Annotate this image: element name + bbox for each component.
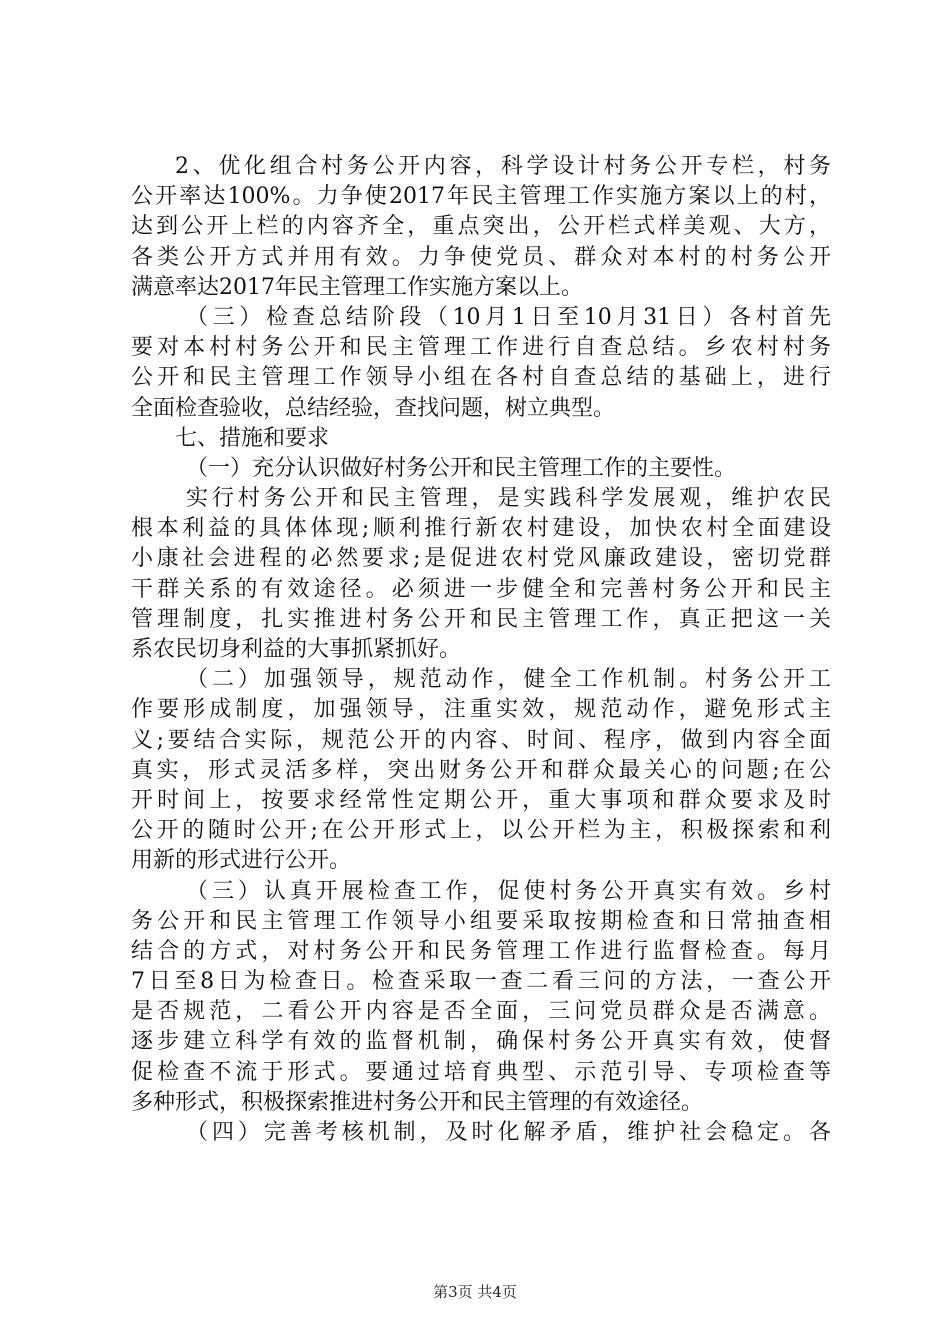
text-line: （一）充分认识做好村务公开和民主管理工作的主要性。 xyxy=(186,455,737,481)
text-line: 多种形式，积极探索推进村务公开和民主管理的有效途径。 xyxy=(131,1089,704,1115)
text-line: 各类公开方式并用有效。力争使党员、群众对本村的村务公开 xyxy=(131,244,831,270)
text-line: 根本利益的具体体现;顺利推行新农村建设，加快农村全面建设 xyxy=(131,516,831,542)
page-footer: 第3页 共4页 xyxy=(433,1283,517,1301)
text-line: 满意率达2017年民主管理工作实施方案以上。 xyxy=(131,274,583,300)
text-line: 结合的方式，对村务公开和民务管理工作进行监督检查。每月 xyxy=(131,938,831,964)
text-line: （三）检查总结阶段（10月1日至10月31日）各村首先 xyxy=(186,304,831,330)
text-line: 开时间上，按要求经常性定期公开，重大事项和群众要求及时 xyxy=(131,787,831,813)
text-line: 2、优化组合村务公开内容，科学设计村务公开专栏，村务 xyxy=(175,154,831,179)
text-line: 干群关系的有效途径。必须进一步健全和完善村务公开和民主 xyxy=(131,576,831,602)
text-line: 管理制度，扎实推进村务公开和民主管理工作，真正把这一关 xyxy=(131,606,831,632)
text-line: 逐步建立科学有效的监督机制，确保村务公开真实有效，使督 xyxy=(131,1029,831,1055)
document-body xyxy=(131,152,831,1148)
text-line: 要对本村村务公开和民主管理工作进行自查总结。乡农村村务 xyxy=(131,335,831,361)
text-line: 达到公开上栏的内容齐全，重点突出，公开栏式样美观、大方， xyxy=(131,214,831,240)
text-line: 用新的形式进行公开。 xyxy=(131,848,352,874)
text-line: （二）加强领导，规范动作，健全工作机制。村务公开工 xyxy=(186,667,831,693)
text-line: 是否规范，二看公开内容是否全面，三问党员群众是否满意。 xyxy=(131,999,831,1025)
text-line: 公开的随时公开;在公开形式上，以公开栏为主，积极探索和利 xyxy=(131,818,831,844)
text-line: （四）完善考核机制，及时化解矛盾，维护社会稳定。各 xyxy=(186,1120,831,1145)
text-line: 义;要结合实际，规范公开的内容、时间、程序，做到内容全面 xyxy=(131,727,831,753)
text-line: 促检查不流于形式。要通过培育典型、示范引导、专项检查等 xyxy=(131,1059,831,1085)
text-line: 七、措施和要求 xyxy=(175,425,330,451)
text-line: 真实，形式灵活多样，突出财务公开和群众最关心的问题;在公 xyxy=(131,757,831,783)
text-line: 实行村务公开和民主管理，是实践科学发展观，维护农民 xyxy=(186,486,831,512)
text-line: 全面检查验收，总结经验，查找问题，树立典型。 xyxy=(131,395,616,421)
text-line: （三）认真开展检查工作，促使村务公开真实有效。乡村 xyxy=(186,878,831,904)
text-line: 小康社会进程的必然要求;是促进农村党风廉政建设，密切党群 xyxy=(131,546,831,572)
text-line: 系农民切身利益的大事抓紧抓好。 xyxy=(131,637,462,662)
text-line: 务公开和民主管理工作领导小组要采取按期检查和日常抽查相 xyxy=(131,908,831,934)
text-line: 7日至8日为检查日。检查采取一查二看三问的方法，一查公开 xyxy=(131,969,831,995)
text-line: 公开和民主管理工作领导小组在各村自查总结的基础上，进行 xyxy=(131,365,831,391)
text-line: 公开率达100%。力争使2017年民主管理工作实施方案以上的村， xyxy=(131,184,831,210)
text-line: 作要形成制度，加强领导，注重实效，规范动作，避免形式主 xyxy=(131,697,831,723)
